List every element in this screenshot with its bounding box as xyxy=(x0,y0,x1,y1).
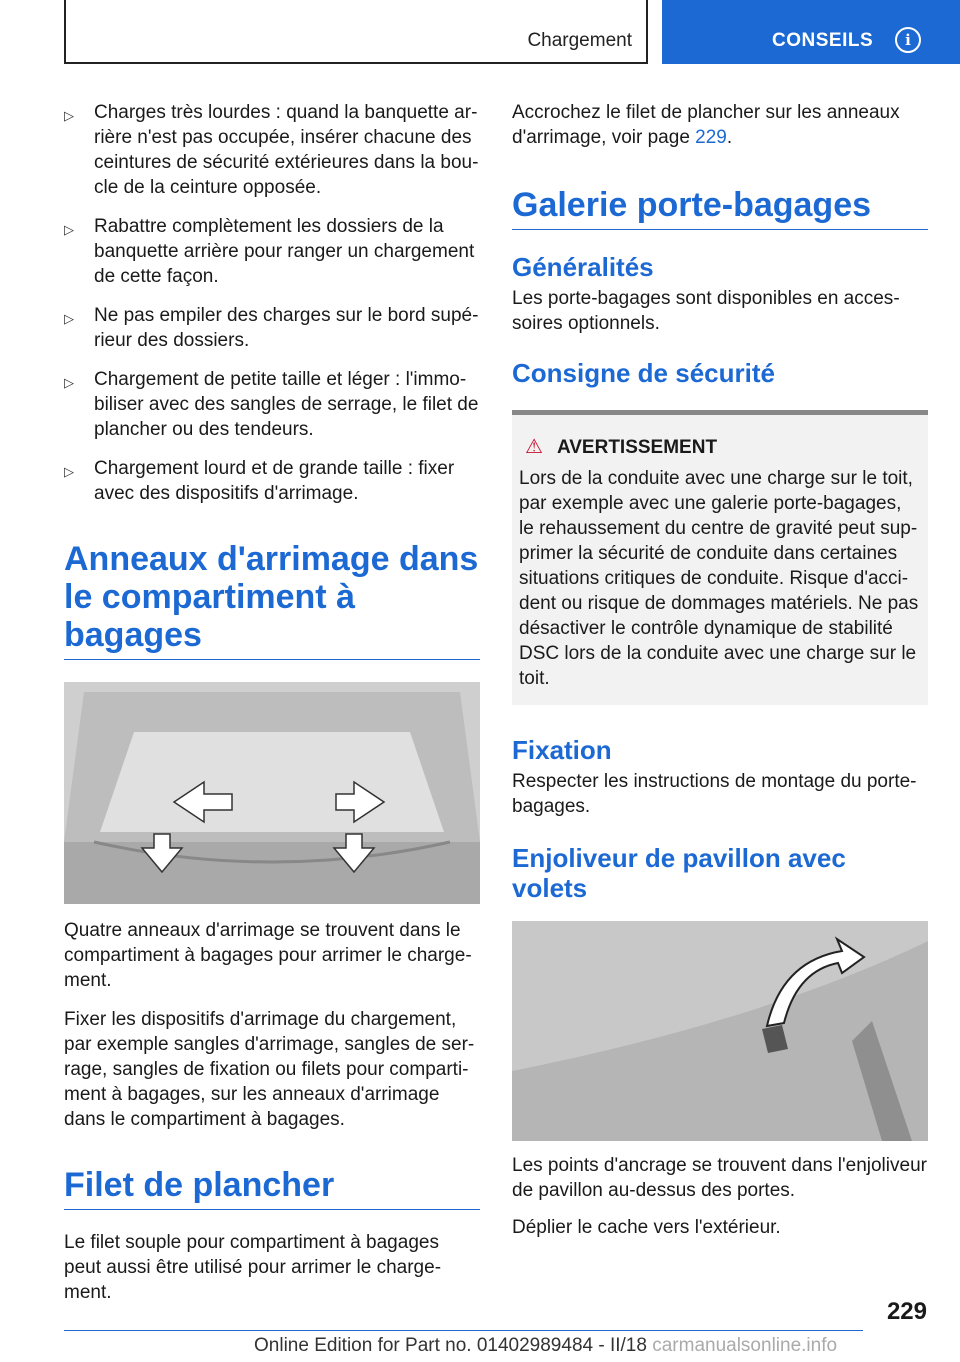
heading-fixation: Fixation xyxy=(512,735,612,765)
list-item xyxy=(64,367,480,442)
paragraph: Respecter les instructions de montage du porte-bagages. xyxy=(512,771,917,817)
list-item xyxy=(64,100,480,200)
paragraph: Quatre anneaux d'arrimage se trouvent dans le compartiment à bagages pour arrimer le chargement. xyxy=(64,920,472,991)
list-item xyxy=(64,456,480,506)
warning-title xyxy=(519,435,921,460)
warning-text: Lors de la conduite avec une charge sur le toit, par exemple avec une galerie porte-bagages, le rehaussement du centre de gravité peut supprimer la sécurité de conduite dans certaines situations critiques de conduite. Risque d'accident ou risque de dommages matériels. Ne pas désactiver le contrôle dynamique de stabilité DSC lors de la conduite avec une charge sur le toit. xyxy=(519,468,919,689)
triangle-bullet-icon: ▷ xyxy=(64,464,74,479)
page-number: 229 xyxy=(886,1298,927,1325)
filet-cont-end: . xyxy=(726,127,733,148)
roof-illustration xyxy=(512,921,928,1141)
warning-box xyxy=(512,410,928,705)
list-item-text: Ne pas empiler des charges sur le bord supérieur des dossiers. xyxy=(94,305,479,351)
filet-cont-text: Accrochez le filet de plancher sur les anneaux d'arrimage, voir page xyxy=(512,102,900,148)
trunk-photo xyxy=(64,682,480,904)
triangle-bullet-icon: ▷ xyxy=(64,222,74,237)
list-item-text: Rabattre complètement les dossiers de la banquette arrière pour ranger un chargement de cette façon. xyxy=(94,216,475,287)
heading-generalites: Généralités xyxy=(512,252,654,282)
heading-anneaux: Anneaux d'arrimage dans le compartiment à bagages xyxy=(64,540,480,660)
paragraph: Le filet souple pour compartiment à bagages peut aussi être utilisé pour arrimer le chargement. xyxy=(64,1232,442,1303)
list-item-text: Chargement de petite taille et léger : l'immobiliser avec des sangles de serrage, le filet de plancher ou des tendeurs. xyxy=(94,369,479,440)
paragraph: Fixer les dispositifs d'arrimage du chargement, par exemple sangles d'arrimage, sangles de serrage, sangles de fixation ou filets pour compartiment à bagages, sur les anneaux d'arrimage dans le compartiment à bagages. xyxy=(64,1009,475,1130)
list-item xyxy=(64,303,480,353)
footer-edition xyxy=(254,1335,837,1357)
heading-galerie: Galerie porte-bagages xyxy=(512,186,928,230)
trunk-illustration xyxy=(64,682,480,904)
left-column xyxy=(64,100,480,1305)
tab-conseils[interactable]: CONSEILS xyxy=(772,30,874,51)
roof-photo xyxy=(512,921,928,1141)
info-icon[interactable]: i xyxy=(895,27,921,53)
heading-enjoliveur: Enjoliveur de pavillon avec volets xyxy=(512,843,846,903)
footer-divider xyxy=(64,1330,863,1331)
list-item-text: Charges très lourdes : quand la banquette arrière n'est pas occupée, insérer chacune des ceintures de sécurité extérieures dans la boucle de la ceinture opposée. xyxy=(94,102,479,198)
warning-icon: ⚠ xyxy=(525,436,543,458)
list-item xyxy=(64,214,480,289)
paragraph: Les points d'ancrage se trouvent dans l'enjoliveur de pavillon au-dessus des portes. xyxy=(512,1155,927,1201)
header-tab[interactable] xyxy=(662,0,960,64)
warning-title-text: AVERTISSEMENT xyxy=(556,437,718,458)
heading-consigne: Consigne de sécurité xyxy=(512,358,775,388)
paragraph: Les porte-bagages sont disponibles en accessoires optionnels. xyxy=(512,288,900,334)
triangle-bullet-icon: ▷ xyxy=(64,311,74,326)
triangle-bullet-icon: ▷ xyxy=(64,108,74,123)
right-column xyxy=(512,100,928,1240)
section-title: Chargement xyxy=(527,30,632,51)
header-left-box xyxy=(64,0,648,64)
page-link[interactable]: 229 xyxy=(695,127,727,148)
heading-filet: Filet de plancher xyxy=(64,1166,480,1210)
paragraph xyxy=(512,100,928,150)
list-item-text: Chargement lourd et de grande taille : fixer avec des dispositifs d'arrimage. xyxy=(94,458,455,504)
triangle-bullet-icon: ▷ xyxy=(64,375,74,390)
watermark: carmanualsonline.info xyxy=(652,1335,838,1356)
footer-edition-text: Online Edition for Part no. 01402989484 - II/18 xyxy=(254,1335,647,1356)
paragraph: Déplier le cache vers l'extérieur. xyxy=(512,1217,781,1238)
